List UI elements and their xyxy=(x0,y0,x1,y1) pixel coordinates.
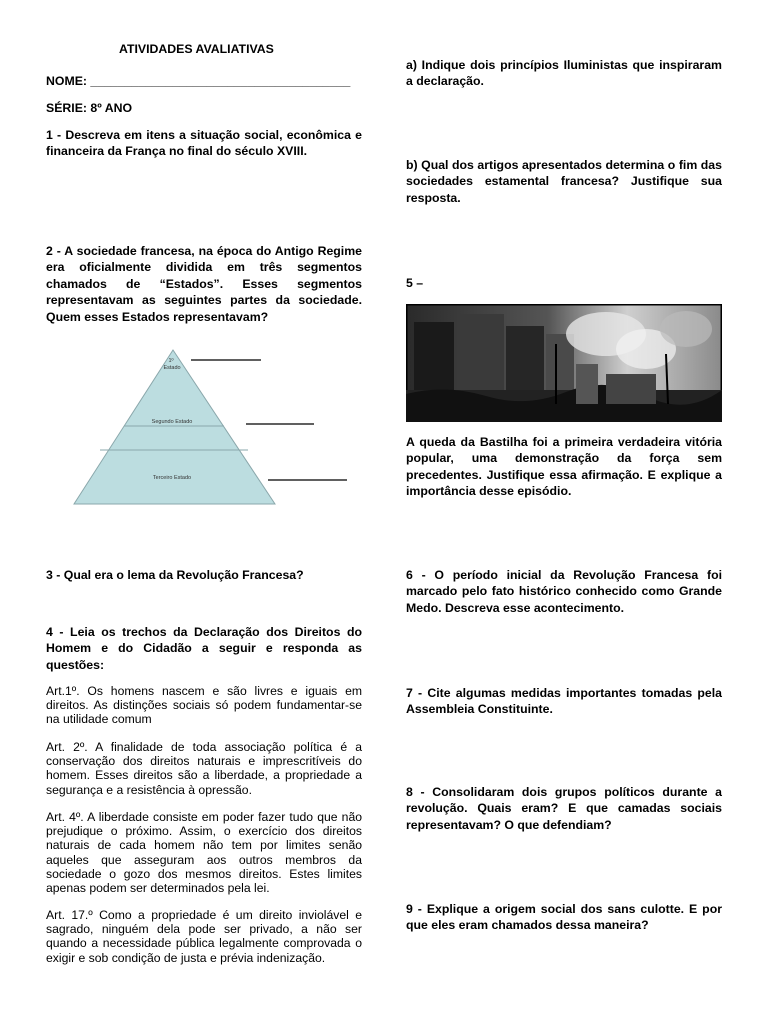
question-1: 1 - Descreva em itens a situação social, econômica e financeira da França no final do século XVIII. xyxy=(46,128,362,159)
question-6: 6 - O período inicial da Revolução Francesa foi marcado pelo fato histórico conhecido como Grande Medo. Descreva esse acontecimento. xyxy=(406,568,722,615)
question-4b: b) Qual dos artigos apresentados determina o fim das sociedades estamental francesa? Justifique sua resposta. xyxy=(406,158,722,205)
question-8: 8 - Consolidaram dois grupos políticos durante a revolução. Quais eram? E que camadas sociais representavam? O que defendiam? xyxy=(406,785,722,832)
question-4: 4 - Leia os trechos da Declaração dos Direitos do Homem e do Cidadão a seguir e responda as questões: xyxy=(46,625,362,672)
article-2: Art. 2º. A finalidade de toda associação política é a conservação dos direitos naturais e imprescritíveis do homem. Esses direitos são a liberdade, a propriedade a segurança e a resistência à opressão. xyxy=(46,740,362,797)
pyramid-level-2-label: Segundo Estado xyxy=(151,419,193,425)
question-7: 7 - Cite algumas medidas importantes tomadas pela Assembleia Constituinte. xyxy=(406,686,722,717)
pyramid-level-1-label-b: Estado xyxy=(163,365,181,371)
social-estates-pyramid xyxy=(60,338,360,518)
question-4a: a) Indique dois princípios Iluministas que inspiraram a declaração. xyxy=(406,58,722,89)
question-5: A queda da Bastilha foi a primeira verdadeira vitória popular, uma demonstração da força sem precedentes. Justifique essa afirmação. E explique a importância desse episódio. xyxy=(406,435,722,499)
name-field-line: NOME: ______________________________________ xyxy=(46,74,351,88)
pyramid-level-1-label-a: 1º xyxy=(168,358,174,364)
question-5-label: 5 – xyxy=(406,276,424,290)
bastille-engraving-image xyxy=(406,304,722,422)
worksheet-title: ATIVIDADES AVALIATIVAS xyxy=(119,42,274,56)
article-17: Art. 17.º Como a propriedade é um direito inviolável e sagrado, ninguém dela pode ser privado, a não ser quando a necessidade pública legalmente comprovada o exigir e sob condição de justa e prévia indenização. xyxy=(46,908,362,965)
grade-label: SÉRIE: 8º ANO xyxy=(46,101,133,115)
question-3: 3 - Qual era o lema da Revolução Francesa? xyxy=(46,568,304,582)
article-4: Art. 4º. A liberdade consiste em poder fazer tudo que não prejudique o próximo. Assim, o exercício dos direitos naturais de cada homem não tem por limites senão aqueles que asseguram aos outros membros da sociedade o gozo dos mesmos direitos. Estes limites apenas podem ser determinados pela lei. xyxy=(46,810,362,896)
article-1: Art.1º. Os homens nascem e são livres e iguais em direitos. As distinções sociais só podem fundamentar-se na utilidade comum xyxy=(46,684,362,727)
question-9: 9 - Explique a origem social dos sans culotte. E por que eles eram chamados dessa maneira? xyxy=(406,902,722,933)
question-2: 2 - A sociedade francesa, na época do Antigo Regime era oficialmente dividida em três segmentos chamados de “Estados”. Esses segmentos representavam as seguintes partes da sociedade. Quem esses Estados representavam? xyxy=(46,244,362,324)
pyramid-level-3-label: Terceiro Estado xyxy=(152,475,192,481)
